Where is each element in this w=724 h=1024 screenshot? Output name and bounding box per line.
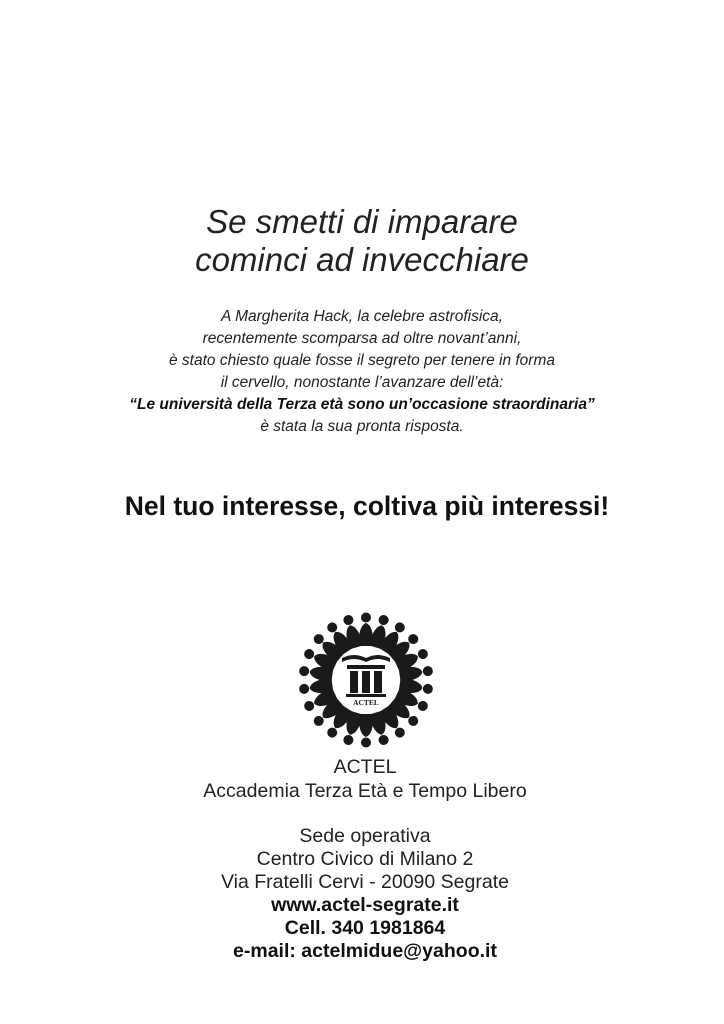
headline-line-1: Se smetti di imparare (206, 203, 518, 240)
contact-place: Centro Civico di Milano 2 (256, 848, 474, 870)
logo-book (342, 655, 390, 662)
phone-number[interactable]: Cell. 340 1981864 (284, 917, 446, 939)
logo-capital (347, 665, 385, 669)
contact-address: Via Fratelli Cervi - 20090 Segrate (221, 871, 509, 893)
org-full-name: Accademia Terza Età e Tempo Libero (203, 780, 527, 802)
logo-text: ACTEL (353, 698, 379, 707)
story-paragraph (0, 306, 724, 438)
organization-block (0, 755, 724, 803)
headline (0, 203, 724, 279)
story-line-6: è stata la sua pronta risposta. (260, 418, 464, 435)
email-link[interactable]: e-mail: actelmidue@yahoo.it (233, 940, 497, 962)
headline-line-2: cominci ad invecchiare (195, 241, 529, 278)
logo-base (346, 694, 386, 697)
website-link[interactable]: www.actel-segrate.it (271, 894, 459, 916)
slogan: Nel tuo interesse, coltiva più interessi! (124, 491, 610, 521)
story-quote: “Le università della Terza età sono un’occasione straordinaria” (129, 396, 595, 413)
contact-block (0, 825, 724, 963)
actel-logo-icon (298, 612, 434, 748)
story-line-2: recentemente scomparsa ad oltre novant’anni, (202, 330, 522, 347)
logo-columns (350, 671, 382, 693)
story-line-4: il cervello, nonostante l’avanzare dell’età: (220, 374, 504, 391)
story-line-3: è stato chiesto quale fosse il segreto per tenere in forma (169, 352, 555, 369)
org-acronym: ACTEL (333, 756, 397, 778)
story-line-1: A Margherita Hack, la celebre astrofisica, (221, 308, 503, 325)
contact-heading: Sede operativa (299, 825, 431, 847)
